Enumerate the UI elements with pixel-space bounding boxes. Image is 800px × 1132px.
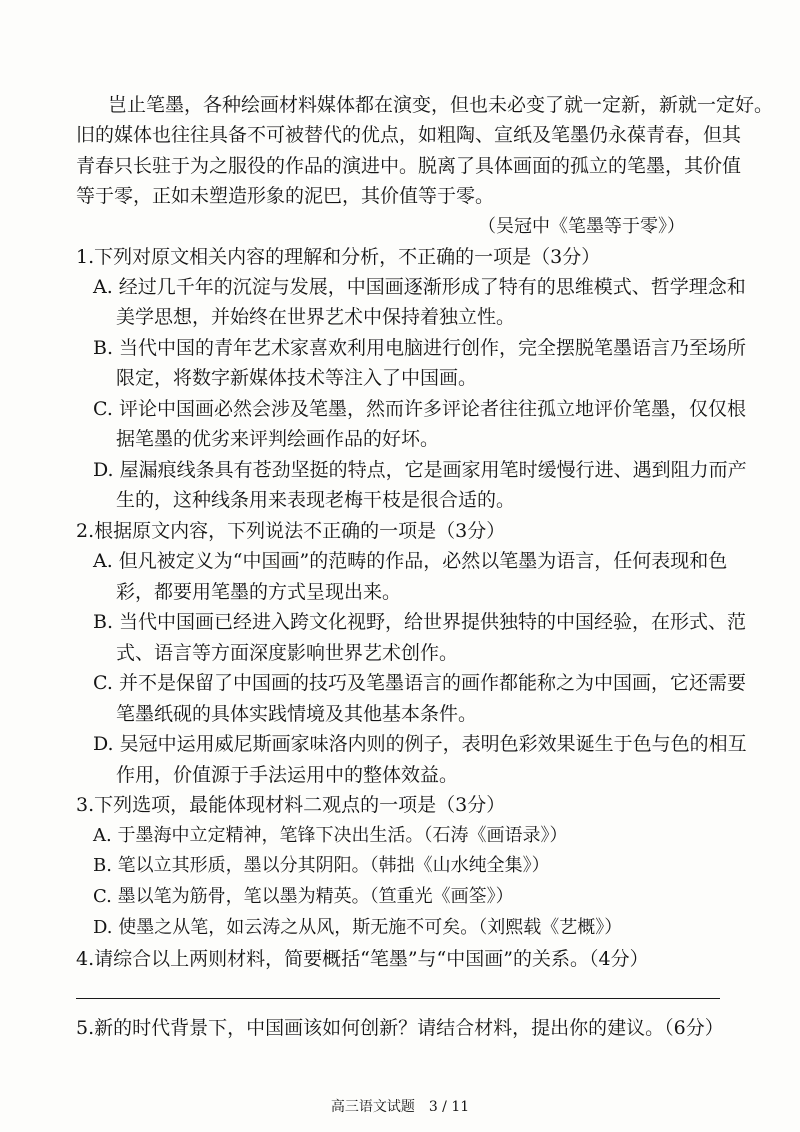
question-stem: 4.请综合以上两则材料，简要概括“笔墨”与“中国画”的关系。（4分） <box>76 948 649 970</box>
question-stem: 5.新的时代背景下，中国画该如何创新？请结合材料，提出你的建议。（6分） <box>76 1017 724 1039</box>
option-a: A. 但凡被定义为“中国画”的范畴的作品，必然以笔墨为语言，任何表现和色 <box>93 550 728 572</box>
option-b-continued: 限定，将数字新媒体技术等注入了中国画。 <box>116 367 478 389</box>
option-c: C. 并不是保留了中国画的技巧及笔墨语言的画作都能称之为中国画，它还需要 <box>93 672 746 694</box>
option-b: B. 笔以立其形质，墨以分其阴阳。（韩拙《山水纯全集》） <box>93 855 550 876</box>
option-b: B. 当代中国画已经进入跨文化视野，给世界提供独特的中国经验，在形式、范 <box>93 611 747 633</box>
option-d-continued: 作用，价值源于手法运用中的整体效益。 <box>116 764 459 786</box>
passage-line: 等于零，正如未塑造形象的泥巴，其价值等于零。 <box>76 185 495 207</box>
option-a-continued: 彩，都要用笔墨的方式呈现出来。 <box>116 581 402 603</box>
option-d: D. 屋漏痕线条具有苍劲坚挺的特点，它是画家用笔时缓慢行进、遇到阻力而产 <box>93 459 747 481</box>
option-d: D. 使墨之从笔，如云涛之从风，斯无施不可矣。（刘熙载《艺概》） <box>93 917 623 938</box>
option-b: B. 当代中国的青年艺术家喜欢利用电脑进行创作，完全摆脱笔墨语言乃至场所 <box>93 337 747 359</box>
option-c-continued: 笔墨纸砚的具体实践情境及其他基本条件。 <box>116 703 478 725</box>
page-footer: 高三语文试题 3 / 11 <box>330 1099 470 1115</box>
passage-line: 旧的媒体也往往具备不可被替代的优点，如粗陶、宣纸及笔墨仍永葆青春，但其 <box>76 124 742 146</box>
option-a-continued: 美学思想，并始终在世界艺术中保持着独立性。 <box>116 306 516 328</box>
option-b-continued: 式、语言等方面深度影响世界艺术创作。 <box>116 642 459 664</box>
option-a: A. 于墨海中立定精神，笔锋下决出生活。（石涛《画语录》） <box>93 825 568 846</box>
option-c: C. 墨以笔为筋骨，笔以墨为精英。（笪重光《画筌》） <box>93 886 514 907</box>
passage-line: 青春只长驻于为之服役的作品的演进中。脱离了具体画面的孤立的笔墨，其价值 <box>76 155 742 177</box>
passage-source: （吴冠中《笔墨等于零》） <box>478 216 685 237</box>
option-c-continued: 据笔墨的优劣来评判绘画作品的好坏。 <box>116 428 440 450</box>
question-stem: 1.下列对原文相关内容的理解和分析，不正确的一项是（3分） <box>76 246 601 268</box>
question-stem: 3.下列选项，最能体现材料二观点的一项是（3分） <box>76 794 506 816</box>
question-stem: 2.根据原文内容，下列说法不正确的一项是（3分） <box>76 520 506 542</box>
answer-line[interactable] <box>76 998 720 999</box>
option-d: D. 吴冠中运用威尼斯画家味洛内则的例子，表明色彩效果诞生于色与色的相互 <box>93 733 747 755</box>
option-a: A. 经过几千年的沉淀与发展，中国画逐渐形成了特有的思维模式、哲学理念和 <box>93 276 746 298</box>
passage-line: 岂止笔墨，各种绘画材料媒体都在演变，但也未必变了就一定新，新就一定好。 <box>108 94 774 116</box>
option-c: C. 评论中国画必然会涉及笔墨，然而许多评论者往往孤立地评价笔墨，仅仅根 <box>93 398 746 420</box>
option-d-continued: 生的，这种线条用来表现老梅干枝是很合适的。 <box>116 489 516 511</box>
